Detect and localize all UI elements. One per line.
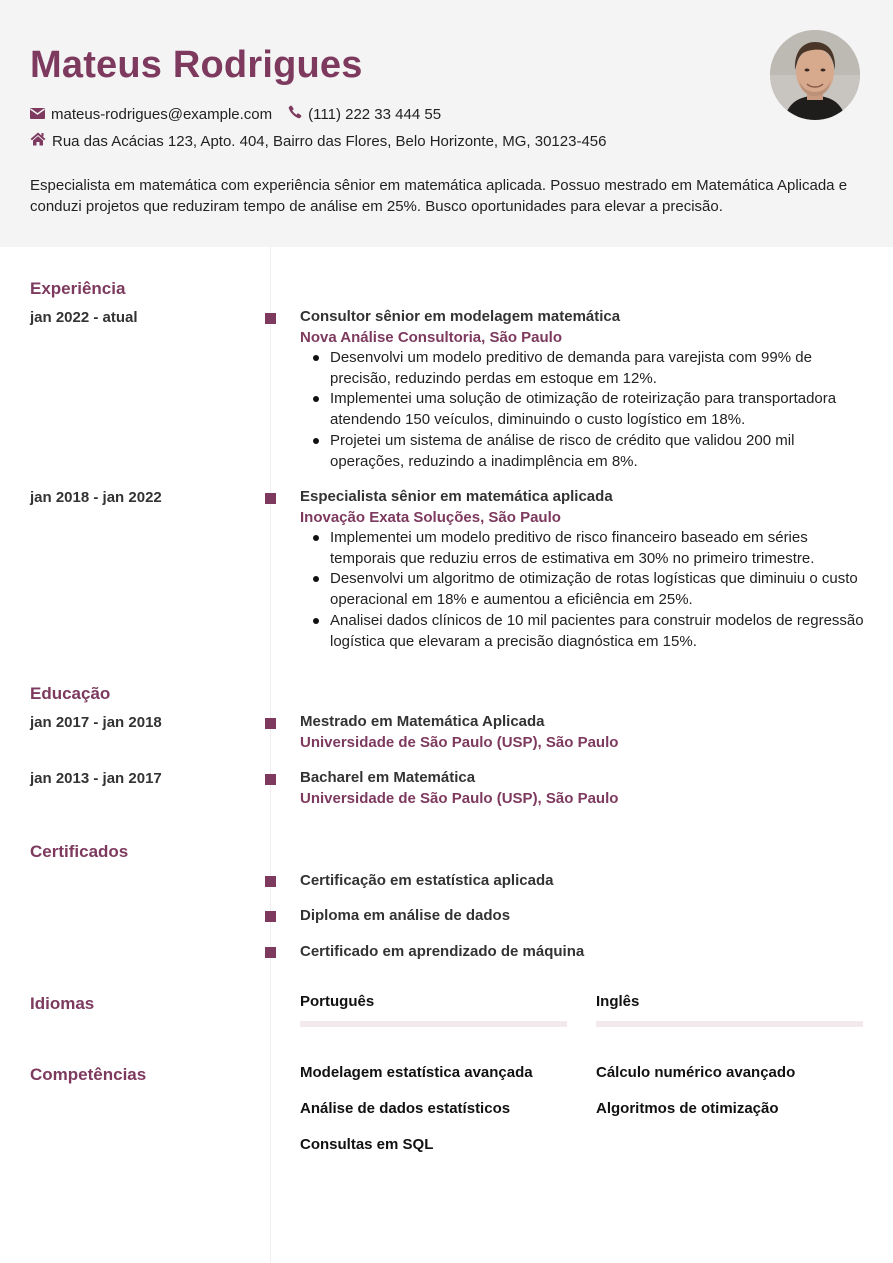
section-title-education: Educação — [30, 684, 111, 703]
column-divider — [270, 247, 271, 1263]
degree-title: Mestrado em Matemática Aplicada — [300, 713, 545, 730]
language-level-fill — [300, 1021, 567, 1027]
section-title-certificates: Certificados — [30, 842, 129, 861]
profile-photo — [770, 30, 860, 120]
education-entry — [300, 712, 865, 753]
candidate-name: Mateus Rodrigues — [30, 44, 363, 86]
achievement-item: Projetei um sistema de análise de risco de crédito que validou 200 mil operações, reduzindo a inadimplência em 8%. — [300, 431, 865, 472]
address-text: Rua das Acácias 123, Apto. 404, Bairro das Flores, Belo Horizonte, MG, 30123-456 — [52, 132, 607, 150]
certificate-marker — [265, 876, 276, 887]
language-level-fill — [596, 1021, 863, 1027]
resume-header — [0, 0, 893, 247]
skill-item: Consultas em SQL — [300, 1136, 434, 1153]
certificate-marker — [265, 947, 276, 958]
experience-date: jan 2018 - jan 2022 — [30, 489, 162, 506]
profile-summary: Especialista em matemática com experiência sênior em matemática aplicada. Possuo mestrado em Matemática Aplicada e conduzi projetos que reduziram tempo de análise em 25%. Busco oportunidades para elevar a precisão. — [30, 177, 848, 215]
certificate-item: Certificação em estatística aplicada — [300, 872, 554, 889]
phone-icon — [288, 105, 302, 123]
degree-title: Bacharel em Matemática — [300, 769, 476, 786]
school-name: Universidade de São Paulo (USP), São Paulo — [300, 734, 619, 751]
language-item — [596, 993, 863, 1027]
education-date: jan 2013 - jan 2017 — [30, 770, 162, 787]
company-name: Inovação Exata Soluções, São Paulo — [300, 509, 561, 526]
skill-item: Algoritmos de otimização — [596, 1100, 779, 1117]
home-icon — [30, 132, 46, 150]
language-name: Português — [300, 993, 375, 1010]
experience-entry — [300, 307, 865, 472]
phone-contact — [288, 105, 441, 123]
phone-text[interactable]: (111) 222 33 444 55 — [308, 105, 442, 123]
timeline-marker — [265, 493, 276, 504]
company-name: Nova Análise Consultoria, São Paulo — [300, 329, 563, 346]
achievement-item: Implementei uma solução de otimização de roteirização para transportadora atendendo 150 veículos, diminuindo o custo logístico em 18%. — [300, 389, 865, 430]
language-level-bar — [300, 1021, 567, 1027]
school-name: Universidade de São Paulo (USP), São Paulo — [300, 790, 619, 807]
skill-item: Análise de dados estatísticos — [300, 1100, 511, 1117]
language-item — [300, 993, 567, 1027]
address-row — [30, 132, 622, 150]
email-contact — [30, 106, 272, 123]
address-contact — [30, 132, 606, 150]
experience-entry — [300, 487, 865, 652]
certificate-marker — [265, 911, 276, 922]
timeline-marker — [265, 774, 276, 785]
skill-item: Modelagem estatística avançada — [300, 1064, 533, 1081]
timeline-marker — [265, 313, 276, 324]
section-title-skills: Competências — [30, 1065, 147, 1084]
skill-item: Cálculo numérico avançado — [596, 1064, 796, 1081]
envelope-icon — [30, 106, 45, 123]
achievement-item: Desenvolvi um algoritmo de otimização de rotas logísticas que diminuiu o custo operacional em 18% e aumentou a eficiência em 25%. — [300, 569, 865, 610]
job-title: Especialista sênior em matemática aplicada — [300, 488, 613, 505]
achievements-list — [300, 348, 865, 472]
achievements-list — [300, 528, 865, 652]
email-text[interactable]: mateus-rodrigues@example.com — [51, 105, 273, 123]
education-date: jan 2017 - jan 2018 — [30, 714, 162, 731]
language-level-bar — [596, 1021, 863, 1027]
education-entry — [300, 768, 865, 809]
experience-date: jan 2022 - atual — [30, 309, 138, 326]
avatar-icon — [770, 30, 860, 120]
achievement-item: Analisei dados clínicos de 10 mil pacientes para construir modelos de regressão logística que elevaram a precisão diagnóstica em 15%. — [300, 611, 865, 652]
timeline-marker — [265, 718, 276, 729]
section-title-experience: Experiência — [30, 279, 126, 298]
certificate-item: Certificado em aprendizado de máquina — [300, 943, 585, 960]
job-title: Consultor sênior em modelagem matemática — [300, 308, 621, 325]
achievement-item: Desenvolvi um modelo preditivo de demanda para varejista com 99% de precisão, reduzindo perdas em estoque em 12%. — [300, 348, 865, 389]
certificate-item: Diploma em análise de dados — [300, 907, 511, 924]
contact-row — [30, 105, 457, 123]
section-title-languages: Idiomas — [30, 994, 95, 1013]
language-name: Inglês — [596, 993, 640, 1010]
achievement-item: Implementei um modelo preditivo de risco financeiro baseado em séries temporais que reduziu erros de estimativa em 30% no primeiro trimestre. — [300, 528, 865, 569]
